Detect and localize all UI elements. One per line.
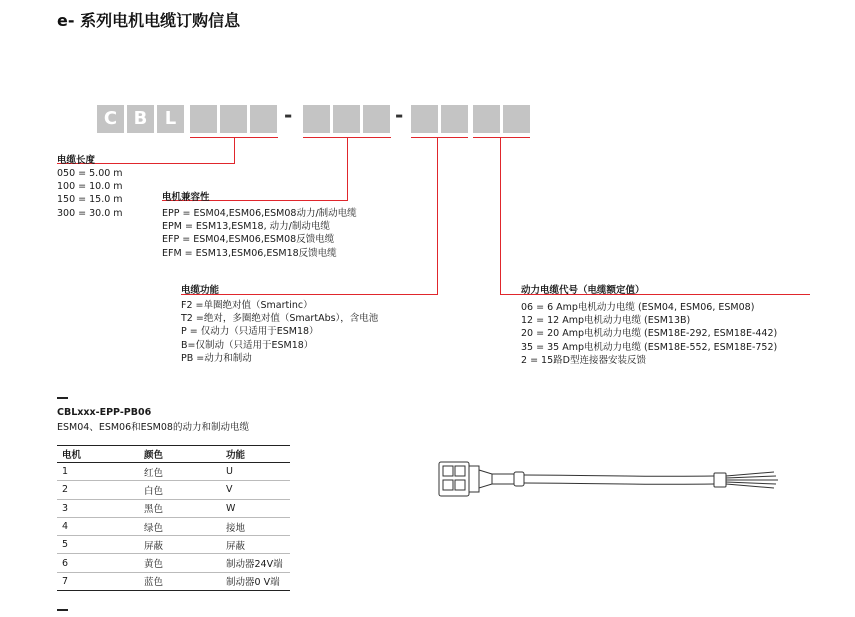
power-code-heading: 动力电缆代号（电缆额定值） <box>521 285 645 296</box>
code-slot-function-1 <box>411 105 438 133</box>
cable-length-heading: 电缆长度 <box>57 155 96 166</box>
code-slot-compat-2 <box>333 105 360 133</box>
example-description: ESM04、ESM06和ESM08的动力和制动电缆 <box>57 422 249 433</box>
cable-function-heading: 电缆功能 <box>181 285 220 296</box>
table-cell: 1 <box>57 463 139 481</box>
table-cell: 红色 <box>139 463 221 481</box>
code-slot-length-1 <box>190 105 217 133</box>
table-row <box>57 463 290 481</box>
list-item: 150 = 15.0 m <box>57 194 123 206</box>
table-cell: 接地 <box>221 517 290 535</box>
wire-table <box>57 445 290 591</box>
leader-power-v <box>500 137 501 295</box>
table-cell: 屏蔽 <box>139 536 221 554</box>
table-cell: 绿色 <box>139 517 221 535</box>
table-row <box>57 481 290 499</box>
table-cell: 7 <box>57 572 139 590</box>
column-header: 功能 <box>221 446 290 463</box>
code-letter-l: L <box>157 105 184 133</box>
leader-function-v <box>437 137 438 295</box>
code-slot-compat-3 <box>363 105 390 133</box>
table-row <box>57 536 290 554</box>
table-cell: 6 <box>57 554 139 572</box>
table-cell: 黑色 <box>139 499 221 517</box>
table-cell: U <box>221 463 290 481</box>
list-item: EFP = ESM04,ESM06,ESM08反馈电缆 <box>162 234 335 246</box>
list-item: 20 = 20 Amp电机动力电缆 (ESM18E-292, ESM18E-442) <box>521 328 778 340</box>
motor-compat-list <box>162 207 357 260</box>
cable-function-list <box>181 299 378 365</box>
list-item: EFM = ESM13,ESM06,ESM18反馈电缆 <box>162 247 337 259</box>
table-cell: 制动器24V端 <box>221 554 290 572</box>
code-slot-length-2 <box>220 105 247 133</box>
list-item: PB =动力和制动 <box>181 352 252 364</box>
list-item: EPM = ESM13,ESM18, 动力/制动电缆 <box>162 221 330 233</box>
cable-illustration <box>434 450 794 510</box>
section-divider-bottom <box>57 609 68 611</box>
table-cell: 4 <box>57 517 139 535</box>
cable-length-list <box>57 167 123 220</box>
code-letter-b: B <box>127 105 154 133</box>
section-divider <box>57 397 68 399</box>
list-item: B=仅制动（只适用于ESM18） <box>181 339 314 351</box>
table-cell: 蓝色 <box>139 572 221 590</box>
table-header-row <box>57 446 290 463</box>
leader-compat-v <box>347 137 348 201</box>
list-item: 050 = 5.00 m <box>57 168 123 179</box>
table-row <box>57 499 290 517</box>
table-cell: W <box>221 499 290 517</box>
code-slot-function-2 <box>441 105 468 133</box>
list-item: 300 = 30.0 m <box>57 207 123 219</box>
column-header: 颜色 <box>139 446 221 463</box>
leader-function-h <box>181 294 438 295</box>
code-slot-power-1 <box>473 105 500 133</box>
list-item: F2 =单圈绝对值（Smartinc） <box>181 300 313 311</box>
list-item: 2 = 15路D型连接器安装反馈 <box>521 354 646 366</box>
list-item: 100 = 10.0 m <box>57 181 123 193</box>
bracket-function <box>411 137 468 138</box>
leader-length-v <box>234 137 235 163</box>
bracket-power <box>473 137 530 138</box>
code-slot-compat-1 <box>303 105 330 133</box>
list-item: P = 仅动力（只适用于ESM18） <box>181 326 319 338</box>
table-row <box>57 572 290 590</box>
table-cell: 3 <box>57 499 139 517</box>
example-part-number: CBLxxx-EPP-PB06 <box>57 407 152 418</box>
column-header: 电机 <box>57 446 139 463</box>
table-cell: 黄色 <box>139 554 221 572</box>
table-row <box>57 517 290 535</box>
table-cell: 2 <box>57 481 139 499</box>
motor-compat-heading: 电机兼容性 <box>162 192 210 203</box>
code-letter-c: C <box>97 105 124 133</box>
table-cell: 屏蔽 <box>221 536 290 554</box>
code-separator-1: - <box>284 103 293 127</box>
code-separator-2: - <box>395 103 404 127</box>
code-slot-length-3 <box>250 105 277 133</box>
page-title: e- 系列电机电缆订购信息 <box>57 11 241 30</box>
list-item: T2 =绝对，多圈绝对值（SmartAbs），含电池 <box>181 313 379 325</box>
power-code-list <box>521 301 777 367</box>
table-cell: 制动器0 V端 <box>221 572 290 590</box>
table-cell: V <box>221 481 290 499</box>
table-row <box>57 554 290 572</box>
code-slot-power-2 <box>503 105 530 133</box>
list-item: 12 = 12 Amp电机动力电缆 (ESM13B) <box>521 315 691 327</box>
list-item: 06 = 6 Amp电机动力电缆 (ESM04, ESM06, ESM08) <box>521 302 755 313</box>
list-item: EPP = ESM04,ESM06,ESM08动力/制动电缆 <box>162 208 357 219</box>
table-cell: 5 <box>57 536 139 554</box>
list-item: 35 = 35 Amp电机动力电缆 (ESM18E-552, ESM18E-752) <box>521 341 778 353</box>
table-cell: 白色 <box>139 481 221 499</box>
